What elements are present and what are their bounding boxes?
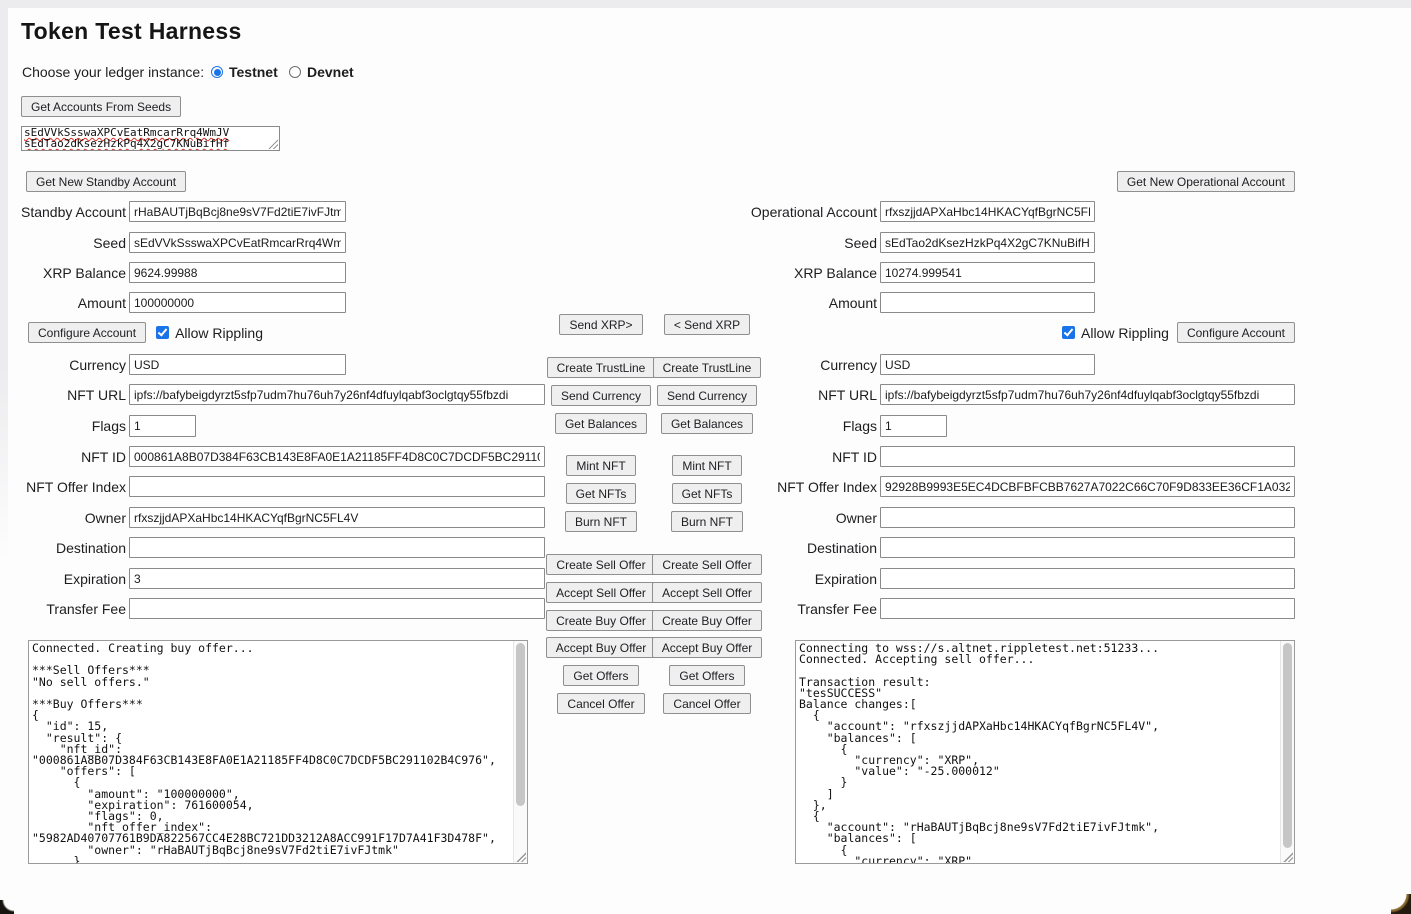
- standby-owner-label: Owner: [84, 509, 126, 526]
- standby-destination-input[interactable]: [129, 537, 545, 558]
- operational-xrp-balance-input[interactable]: [880, 262, 1095, 283]
- operational-transfer-fee-input[interactable]: [880, 598, 1295, 619]
- get-accounts-from-seeds-button[interactable]: Get Accounts From Seeds: [21, 96, 181, 117]
- standby-create-sell-offer-button[interactable]: Create Sell Offer: [546, 554, 655, 575]
- standby-account-label: Standby Account: [21, 203, 127, 220]
- radio-unselected-icon: [289, 66, 301, 78]
- scrollbar-thumb[interactable]: [1283, 643, 1292, 848]
- standby-xrp-balance-input[interactable]: [129, 262, 346, 283]
- standby-allow-rippling-label: Allow Rippling: [175, 324, 263, 341]
- operational-nft-offer-index-label: NFT Offer Index: [777, 478, 877, 495]
- standby-get-offers-button[interactable]: Get Offers: [563, 665, 638, 686]
- window-rounded-corner: [1391, 894, 1411, 914]
- operational-nft-id-input[interactable]: [880, 446, 1295, 467]
- standby-get-balances-button[interactable]: Get Balances: [555, 413, 647, 434]
- standby-nft-offer-index-label: NFT Offer Index: [26, 478, 126, 495]
- standby-flags-label: Flags: [91, 418, 126, 434]
- standby-allow-rippling-checkbox[interactable]: [156, 326, 169, 339]
- operational-accept-buy-offer-button[interactable]: Accept Buy Offer: [652, 637, 763, 658]
- operational-results-area: [795, 640, 1295, 864]
- operational-burn-nft-button[interactable]: Burn NFT: [671, 511, 743, 532]
- operational-account-label: Operational Account: [750, 203, 877, 220]
- resize-grip-icon[interactable]: [516, 852, 526, 862]
- seed-line: sEdTao2dKsezHzkPq4X2gC7KNuBifHf: [24, 137, 230, 150]
- standby-accept-buy-offer-button[interactable]: Accept Buy Offer: [546, 637, 657, 658]
- standby-amount-label: Amount: [77, 294, 126, 311]
- operational-account-input[interactable]: [880, 201, 1095, 222]
- standby-expiration-input[interactable]: [129, 568, 545, 589]
- standby-nft-offer-index-input[interactable]: [129, 476, 545, 497]
- standby-nft-id-input[interactable]: [129, 446, 545, 467]
- operational-get-nfts-button[interactable]: Get NFTs: [672, 483, 743, 504]
- standby-send-currency-button[interactable]: Send Currency: [551, 385, 651, 406]
- operational-configure-account-button[interactable]: Configure Account: [1177, 322, 1295, 343]
- standby-burn-nft-button[interactable]: Burn NFT: [565, 511, 637, 532]
- standby-account-input[interactable]: [129, 201, 346, 222]
- operational-transfer-fee-label: Transfer Fee: [797, 600, 877, 617]
- operational-owner-input[interactable]: [880, 507, 1295, 528]
- operational-get-balances-button[interactable]: Get Balances: [661, 413, 753, 434]
- operational-results-scrollbar[interactable]: [1280, 641, 1294, 863]
- standby-flags-input[interactable]: [129, 415, 196, 437]
- standby-seed-label: Seed: [93, 234, 126, 251]
- standby-get-nfts-button[interactable]: Get NFTs: [566, 483, 637, 504]
- operational-allow-rippling-label: Allow Rippling: [1081, 324, 1169, 341]
- operational-seed-label: Seed: [844, 234, 877, 251]
- standby-nft-id-label: NFT ID: [81, 448, 126, 465]
- operational-expiration-input[interactable]: [880, 568, 1295, 589]
- operational-xrp-balance-label: XRP Balance: [793, 264, 877, 281]
- window-rounded-corner: [0, 900, 14, 914]
- standby-expiration-label: Expiration: [63, 570, 126, 587]
- operational-get-offers-button[interactable]: Get Offers: [669, 665, 744, 686]
- standby-transfer-fee-label: Transfer Fee: [46, 600, 126, 617]
- standby-seed-input[interactable]: [129, 232, 346, 253]
- standby-cancel-offer-button[interactable]: Cancel Offer: [557, 693, 644, 714]
- seed-line: sEdVVkSsswaXPCvEatRmcarRrq4WmJV: [24, 126, 230, 139]
- operational-flags-input[interactable]: [880, 415, 947, 437]
- operational-owner-label: Owner: [835, 509, 877, 526]
- operational-send-xrp-button[interactable]: < Send XRP: [664, 314, 750, 335]
- standby-xrp-balance-label: XRP Balance: [42, 264, 126, 281]
- page-title: Token Test Harness: [21, 18, 242, 44]
- get-new-standby-account-button[interactable]: Get New Standby Account: [26, 171, 186, 192]
- operational-accept-sell-offer-button[interactable]: Accept Sell Offer: [652, 582, 762, 603]
- radio-testnet[interactable]: [211, 64, 278, 80]
- operational-flags-label: Flags: [842, 418, 877, 434]
- operational-mint-nft-button[interactable]: Mint NFT: [672, 455, 741, 476]
- scrollbar-thumb[interactable]: [516, 643, 525, 806]
- standby-send-xrp-button[interactable]: Send XRP>: [559, 314, 642, 335]
- operational-cancel-offer-button[interactable]: Cancel Offer: [663, 693, 750, 714]
- operational-nft-id-label: NFT ID: [832, 448, 877, 465]
- ledger-instance-prompt: Choose your ledger instance:: [22, 64, 205, 80]
- operational-seed-input[interactable]: [880, 232, 1095, 253]
- operational-allow-rippling-checkbox[interactable]: [1062, 326, 1075, 339]
- operational-nft-url-label: NFT URL: [818, 386, 877, 403]
- standby-mint-nft-button[interactable]: Mint NFT: [566, 455, 635, 476]
- standby-accept-sell-offer-button[interactable]: Accept Sell Offer: [546, 582, 656, 603]
- operational-results-textarea[interactable]: [795, 640, 1295, 864]
- operational-amount-input[interactable]: [880, 292, 1095, 313]
- resize-grip-icon[interactable]: [1283, 852, 1293, 862]
- standby-create-trustline-button[interactable]: Create TrustLine: [547, 357, 656, 378]
- standby-nft-url-label: NFT URL: [67, 386, 126, 403]
- standby-nft-url-input[interactable]: [129, 384, 545, 405]
- standby-owner-input[interactable]: [129, 507, 545, 528]
- operational-send-currency-button[interactable]: Send Currency: [657, 385, 757, 406]
- window-frame-top: [0, 0, 1411, 8]
- standby-configure-account-button[interactable]: Configure Account: [28, 322, 146, 343]
- operational-destination-label: Destination: [806, 539, 877, 556]
- radio-devnet-label: Devnet: [307, 64, 354, 80]
- standby-transfer-fee-input[interactable]: [129, 598, 545, 619]
- standby-currency-input[interactable]: [129, 354, 346, 375]
- window-frame-left: [0, 0, 8, 560]
- standby-amount-input[interactable]: [129, 292, 346, 313]
- operational-create-trustline-button[interactable]: Create TrustLine: [653, 357, 762, 378]
- operational-nft-offer-index-input[interactable]: [880, 476, 1295, 497]
- radio-testnet-label: Testnet: [229, 64, 278, 80]
- operational-create-sell-offer-button[interactable]: Create Sell Offer: [652, 554, 761, 575]
- operational-create-buy-offer-button[interactable]: Create Buy Offer: [652, 610, 762, 631]
- resize-grip-icon[interactable]: [268, 139, 278, 149]
- radio-selected-icon: [211, 66, 223, 78]
- standby-results-scrollbar[interactable]: [513, 641, 527, 863]
- standby-currency-label: Currency: [69, 356, 126, 373]
- operational-expiration-label: Expiration: [814, 570, 877, 587]
- seeds-textarea[interactable]: [21, 126, 280, 151]
- standby-results-area: [28, 640, 528, 864]
- get-new-operational-account-button[interactable]: Get New Operational Account: [1117, 171, 1295, 192]
- operational-nft-url-input[interactable]: [880, 384, 1295, 405]
- operational-amount-label: Amount: [828, 294, 877, 311]
- operational-currency-input[interactable]: [880, 354, 1095, 375]
- operational-destination-input[interactable]: [880, 537, 1295, 558]
- standby-create-buy-offer-button[interactable]: Create Buy Offer: [546, 610, 656, 631]
- operational-currency-label: Currency: [820, 356, 877, 373]
- standby-results-textarea[interactable]: [28, 640, 528, 864]
- standby-destination-label: Destination: [55, 539, 126, 556]
- radio-devnet[interactable]: [289, 64, 354, 80]
